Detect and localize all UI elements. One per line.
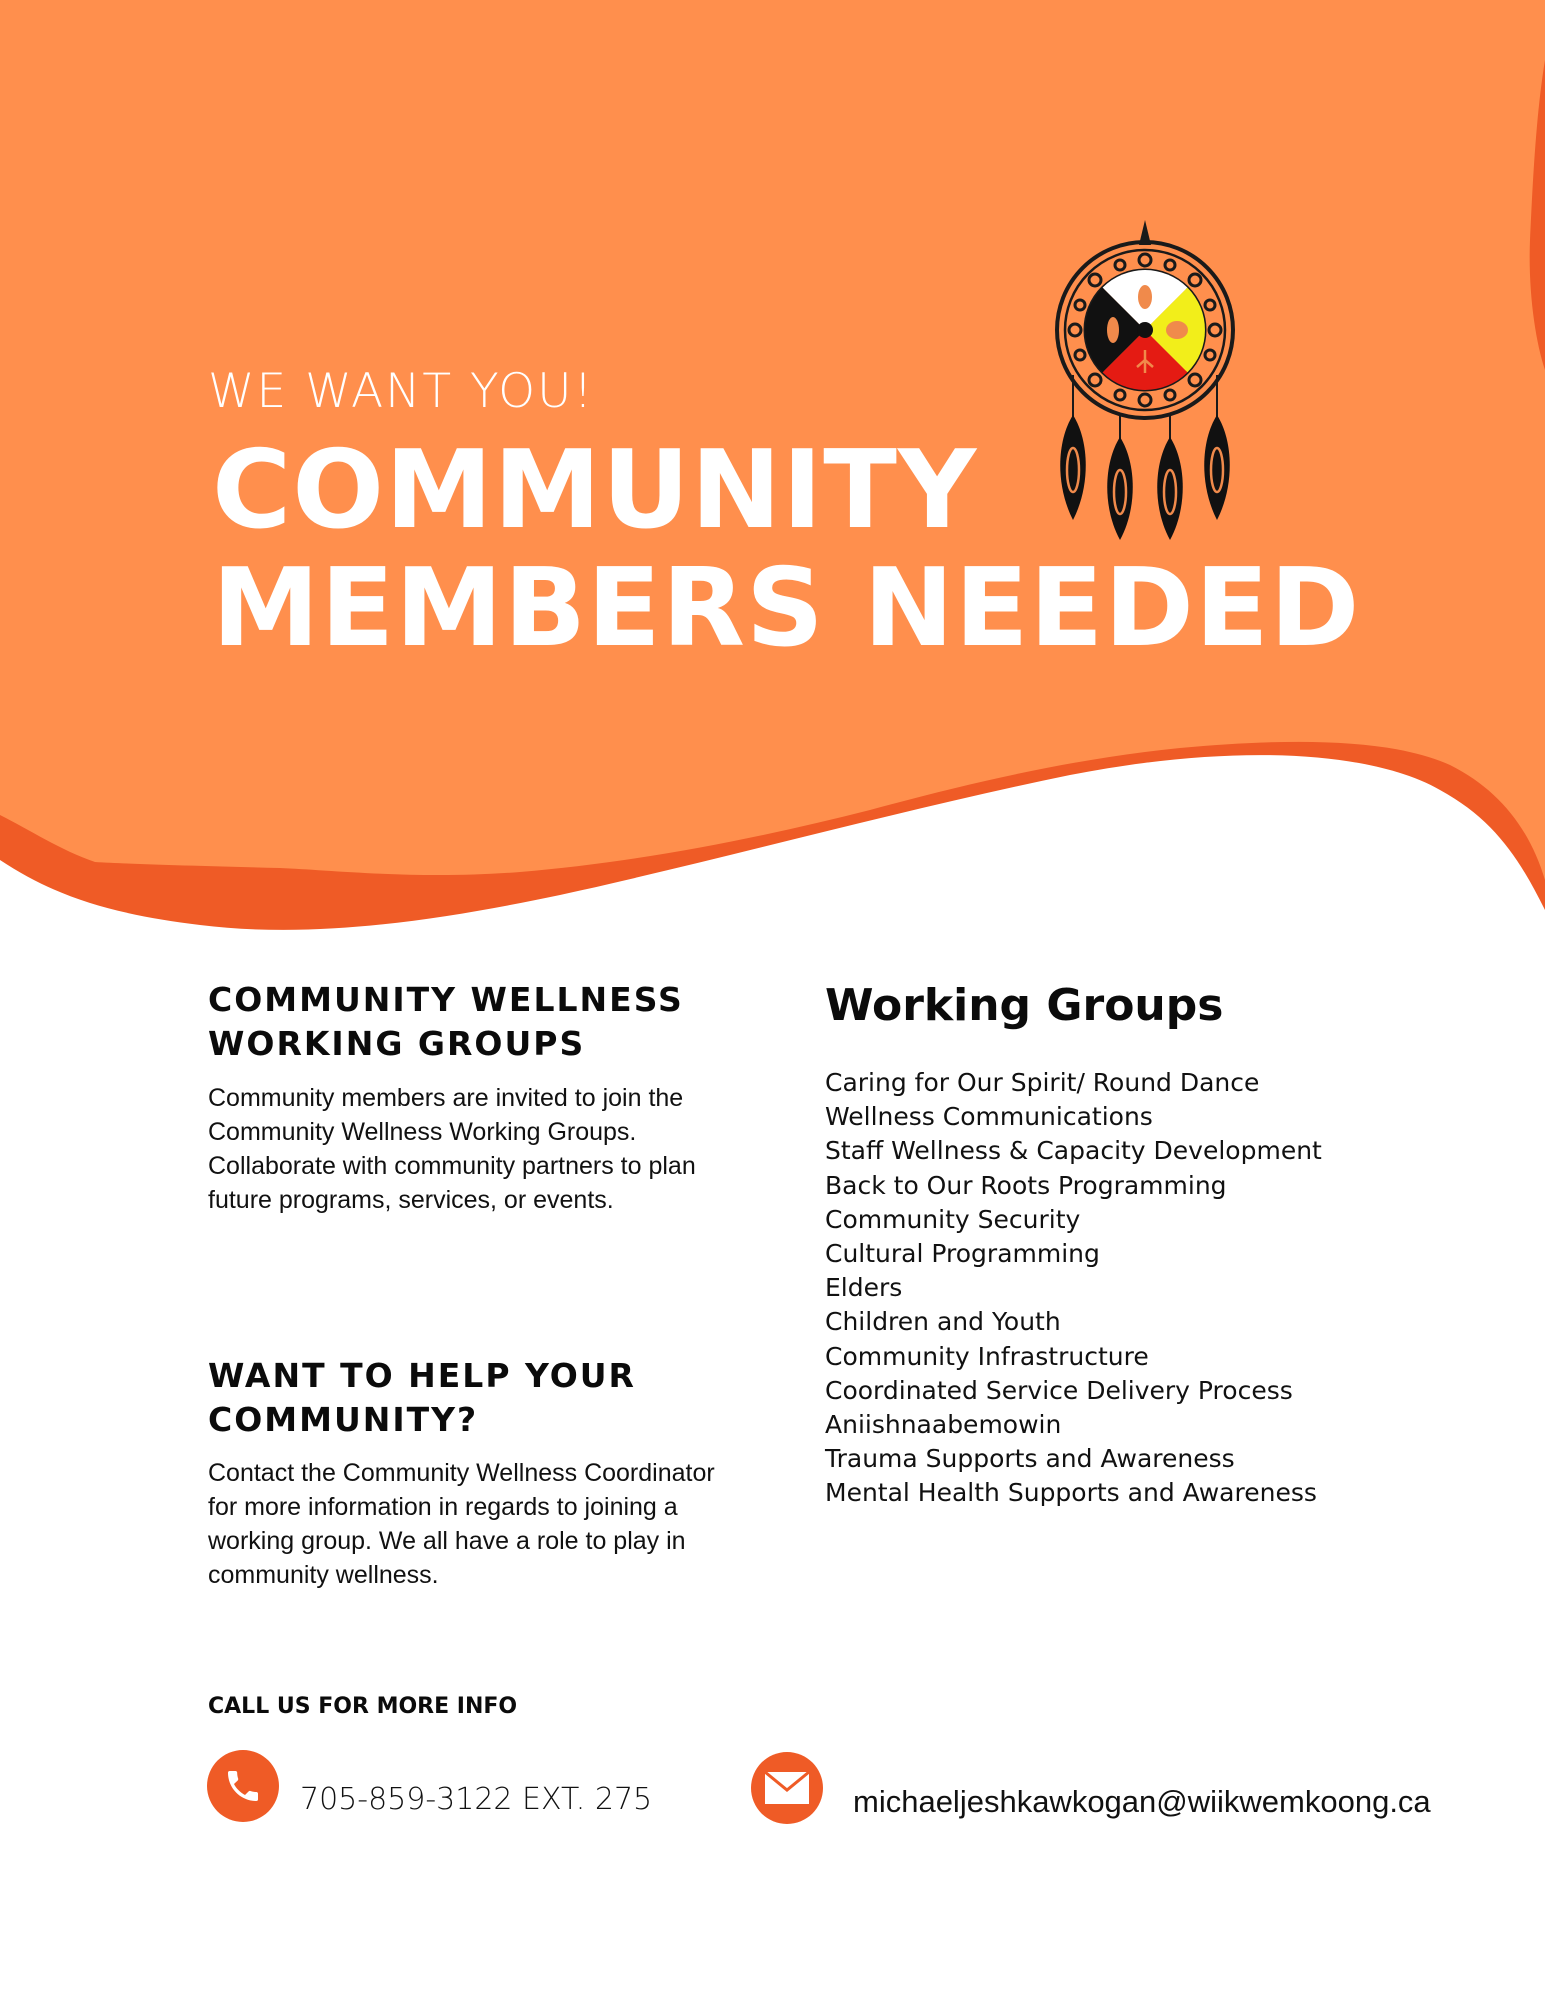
list-item: Back to Our Roots Programming (825, 1170, 1227, 1200)
list-item: Mental Health Supports and Awareness (825, 1478, 1317, 1508)
working-groups-list (825, 1066, 1322, 1511)
list-item: Children and Youth (825, 1307, 1061, 1337)
list-item: Cultural Programming (825, 1239, 1100, 1269)
kicker-text: WE WANT YOU! (208, 364, 595, 419)
list-item: Caring for Our Spirit/ Round Dance (825, 1068, 1260, 1097)
list-item: Wellness Communications (825, 1102, 1153, 1132)
list-item: Community Infrastructure (825, 1341, 1149, 1371)
phone-icon[interactable] (207, 1750, 279, 1822)
contact-heading: CALL US FOR MORE INFO (208, 1694, 518, 1719)
headline-line-2: MEMBERS NEEDED (212, 546, 1361, 671)
title-line: WORKING GROUPS (208, 1024, 586, 1063)
envelope-glyph-icon (764, 1771, 810, 1805)
email-address[interactable]: michaeljeshkawkogan@wiikwemkoong.ca (853, 1784, 1431, 1819)
list-item: Coordinated Service Delivery Process (825, 1375, 1293, 1405)
title-line: COMMUNITY? (208, 1400, 479, 1439)
section-title-wellness-groups (208, 978, 684, 1066)
section-title-help-community (208, 1354, 636, 1442)
list-item: Aniishnaabemowin (825, 1410, 1062, 1440)
headline-line-1: COMMUNITY (212, 428, 978, 553)
list-item: Community Security (825, 1204, 1081, 1234)
list-item: Staff Wellness & Capacity Development (825, 1136, 1322, 1166)
phone-number[interactable]: 705-859-3122 EXT. 275 (300, 1782, 653, 1817)
list-item: Elders (825, 1273, 903, 1303)
section-body-help-community: Contact the Community Wellness Coordinator for more information in regards to joining a working group. We all have a role to play in community wellness. (208, 1459, 715, 1589)
title-line: COMMUNITY WELLNESS (208, 980, 684, 1019)
phone-glyph-icon (223, 1766, 263, 1806)
envelope-icon[interactable] (751, 1752, 823, 1824)
section-body-wellness-groups: Community members are invited to join the Community Wellness Working Groups. Collaborate with community partners to plan future programs, services, or events. (208, 1084, 696, 1214)
title-line: WANT TO HELP YOUR (208, 1356, 636, 1395)
list-item: Trauma Supports and Awareness (825, 1444, 1235, 1474)
working-groups-title: Working Groups (825, 980, 1224, 1031)
medicine-wheel-dreamcatcher-logo (1045, 215, 1245, 540)
